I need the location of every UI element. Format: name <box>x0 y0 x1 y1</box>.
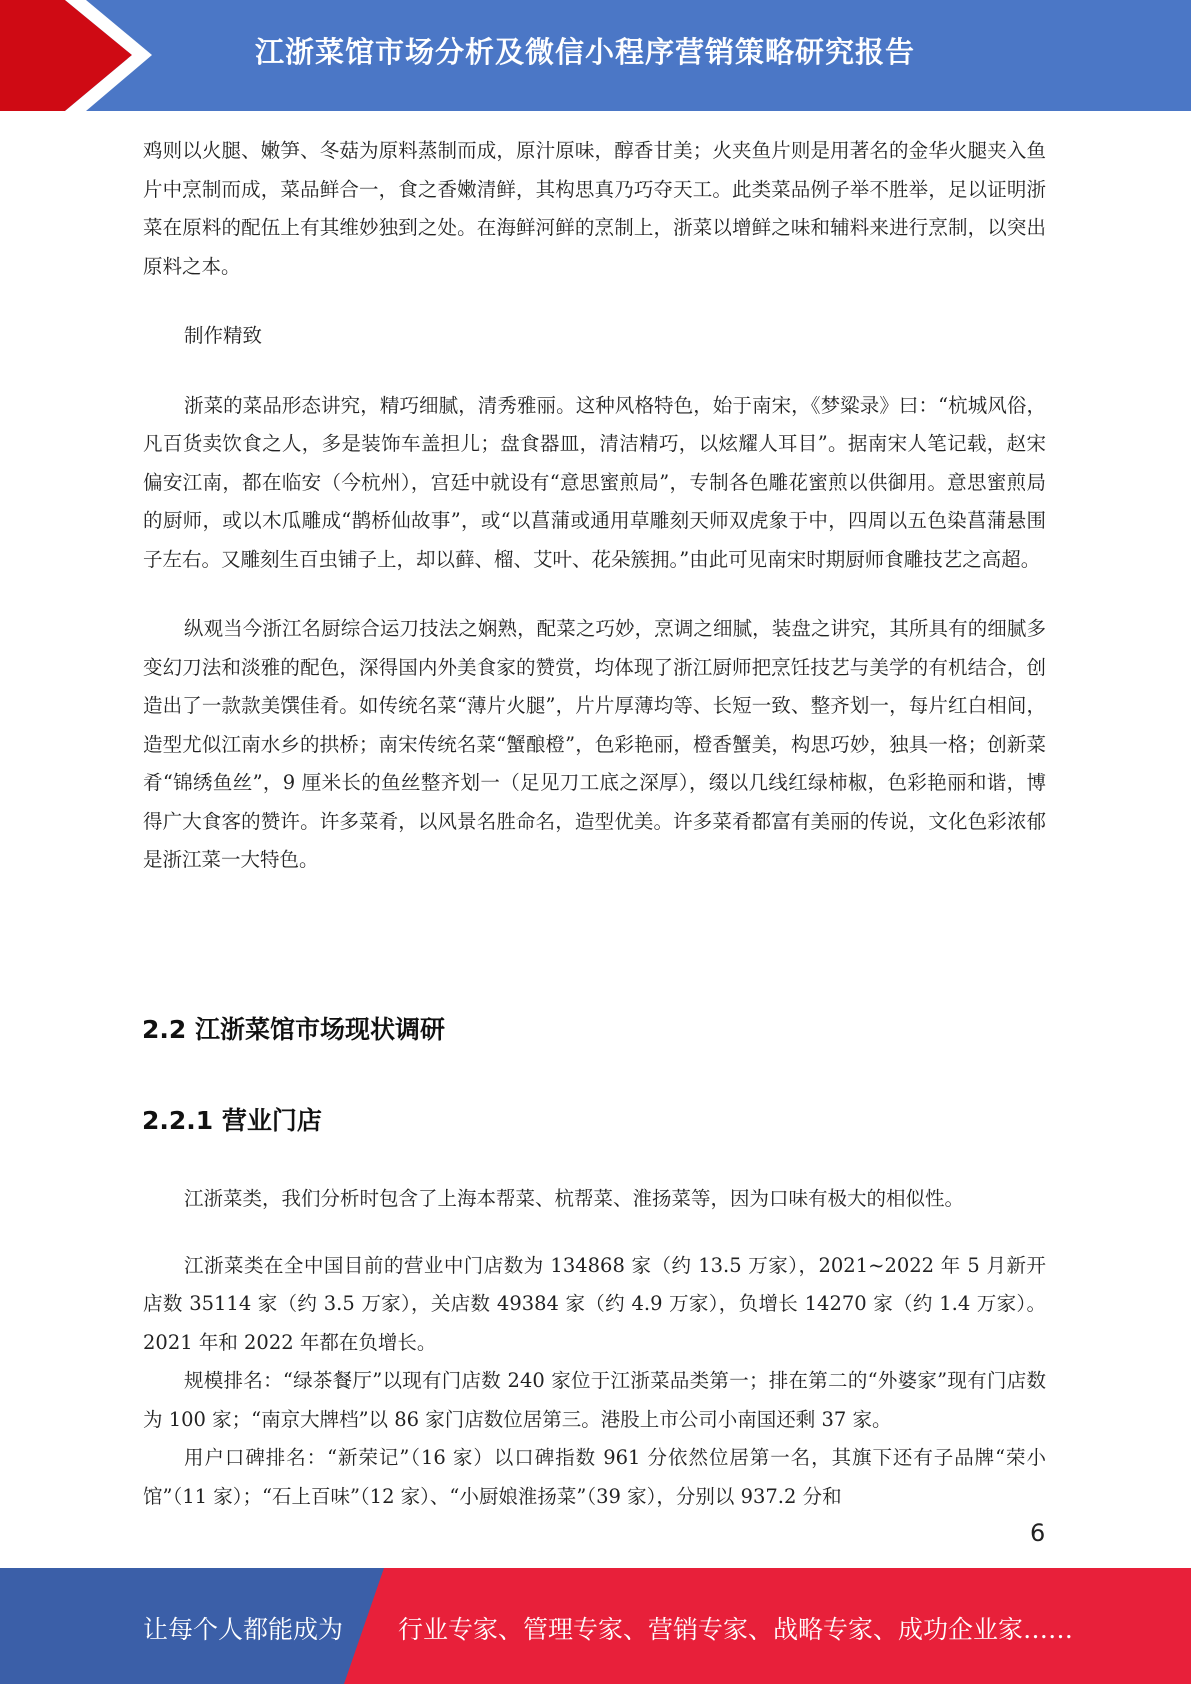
page-header <box>0 0 1191 111</box>
report-title: 江浙菜馆市场分析及微信小程序营销策略研究报告 <box>255 35 916 69</box>
document-body-lower <box>143 1180 1046 1516</box>
subsection-heading: 2.2.1 营业门店 <box>142 1106 322 1135</box>
document-body <box>143 132 1046 880</box>
footer-slogan-left: 让每个人都能成为 <box>143 1615 344 1644</box>
page-number: 6 <box>1030 1519 1046 1547</box>
paragraph: 浙菜的菜品形态讲究，精巧细腻，清秀雅丽。这种风格特色，始于南宋，《梦粱录》曰：“杭城风俗，凡百货卖饮食之人，多是装饰车盖担儿；盘食器皿，清洁精巧，以炫耀人耳目”。据南宋人笔记载，赵宋偏安江南，都在临安（今杭州），宫廷中就设有“意思蜜煎局”，专制各色雕花蜜煎以供御用。意思蜜煎局的厨师，或以木瓜雕成“鹊桥仙故事”，或“以菖蒲或通用草雕刻天师双虎象于中，四周以五色染菖蒲悬围子左右。又雕刻生百虫铺子上，却以藓、榴、艾叶、花朵簇拥。”由此可见南宋时期厨师食雕技艺之高超。 <box>143 393 1046 571</box>
paragraph: 纵观当今浙江名厨综合运刀技法之娴熟，配菜之巧妙，烹调之细腻，装盘之讲究，其所具有的细腻多变幻刀法和淡雅的配色，深得国内外美食家的赞赏，均体现了浙江厨师把烹饪技艺与美学的有机结合，创造出了一款款美馔佳肴。如传统名菜“薄片火腿”，片片厚薄均等、长短一致、整齐划一，每片红白相间，造型尤似江南水乡的拱桥；南宋传统名菜“蟹酿橙”，色彩艳丽，橙香蟹美，构思巧妙，独具一格；创新菜肴“锦绣鱼丝”，9 厘米长的鱼丝整齐划一（足见刀工底之深厚），缀以几线红绿柿椒，色彩艳丽和谐，博得广大食客的赞许。许多菜肴，以风景名胜命名，造型优美。许多菜肴都富有美丽的传说，文化色彩浓郁是浙江菜一大特色。 <box>143 617 1046 871</box>
paragraph: 规模排名：“绿茶餐厅”以现有门店数 240 家位于江浙菜品类第一；排在第二的“外婆家”现有门店数为 100 家；“南京大牌档”以 86 家门店数位居第三。港股上市公司小南国还剩 37 家。 <box>143 1369 1046 1431</box>
paragraph: 江浙菜类，我们分析时包含了上海本帮菜、杭帮菜、淮扬菜等，因为口味有极大的相似性。 <box>184 1187 965 1210</box>
paragraph: 江浙菜类在全中国目前的营业中门店数为 134868 家（约 13.5 万家），2021~2022 年 5 月新开店数 35114 家（约 3.5 万家），关店数 49384 家（约 4.9 万家），负增长 14270 家（约 1.4 万家）。2021 年和 2022 年都在负增长。 <box>143 1253 1046 1354</box>
paragraph: 用户口碑排名：“新荣记”（16 家）以口碑指数 961 分依然位居第一名，其旗下还有子品牌“荣小馆”（11 家）；“石上百味”（12 家）、“小厨娘淮扬菜”（39 家），分别以 937.2 分和 <box>143 1446 1046 1508</box>
section-heading: 2.2 江浙菜馆市场现状调研 <box>142 1015 445 1044</box>
paragraph-subtitle: 制作精致 <box>184 324 263 347</box>
footer-slogan-right: 行业专家、管理专家、营销专家、战略专家、成功企业家…… <box>398 1615 1074 1644</box>
page-footer <box>0 1568 1191 1684</box>
paragraph: 鸡则以火腿、嫩笋、冬菇为原料蒸制而成，原汁原味，醇香甘美；火夹鱼片则是用著名的金华火腿夹入鱼片中烹制而成，菜品鲜合一，食之香嫩清鲜，其构思真乃巧夺天工。此类菜品例子举不胜举，足以证明浙菜在原料的配伍上有其维妙独到之处。在海鲜河鲜的烹制上，浙菜以增鲜之味和辅料来进行烹制，以突出原料之本。 <box>143 139 1046 278</box>
